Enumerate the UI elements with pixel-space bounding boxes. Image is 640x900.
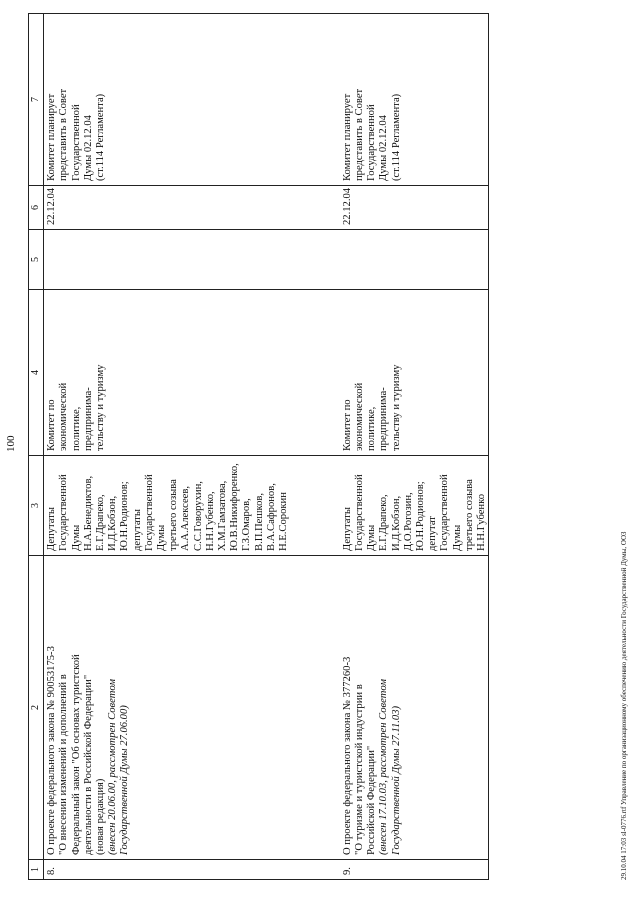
column-5-cell [340, 230, 489, 290]
date-cell: 22.12.04 [340, 186, 489, 230]
table-row [340, 14, 489, 880]
bill-description [340, 556, 489, 860]
document-footer: 29.10.04 17:03 sl-0776.rtf Управление по организационному обеспечению деятельности Государственной Думы, ООЗ [620, 531, 628, 880]
column-header: 3 [29, 456, 44, 556]
header-row [29, 14, 44, 880]
bill-authors: Депутаты Государственной Думы Е.Г.Драпеко, И.Д.Кобзон, Д.О.Рогозин, Ю.Н.Родионов; депутат Государственной Думы третьего созыва Н.Н.Губенко [340, 456, 489, 556]
responsible-committee: Комитет по экономической политике, предпринима- тельству и туризму [340, 290, 489, 456]
bill-title: О проекте федерального закона № 90053175-3 "О внесении изменений и дополнений в Федеральный закон "Об основах туристской деятельности в Российской Федерации" (новая редакция) [46, 646, 107, 855]
column-header: 4 [29, 290, 44, 456]
status-cell: Комитет планирует представить в Совет Государственной Думы 02.12.04 (ст.114 Регламента) [44, 14, 340, 186]
bill-note: (внесен 20.06.00, рассмотрен Советом Государственной Думы 27.06.00) [107, 679, 131, 855]
column-header: 5 [29, 230, 44, 290]
row-number: 9. [340, 860, 489, 880]
bill-title: О проекте федерального закона № 377260-3 "О туризме и туристской индустрии в Российской Федерации" [341, 656, 378, 855]
column-header: 1 [29, 860, 44, 880]
row-number: 8. [44, 860, 340, 880]
table-row [44, 14, 340, 880]
responsible-committee: Комитет по экономической политике, предпринима- тельству и туризму [44, 290, 340, 456]
column-header: 2 [29, 556, 44, 860]
date-cell: 22.12.04 [44, 186, 340, 230]
status-cell: Комитет планирует представить в Совет Государственной Думы 02.12.04 (ст.114 Регламента) [340, 14, 489, 186]
column-5-cell [44, 230, 340, 290]
bills-table [28, 13, 489, 880]
column-header: 6 [29, 186, 44, 230]
bill-note: (внесен 17.10.03, рассмотрен Советом Государственной Думы 27.11.03) [378, 679, 402, 855]
bill-description [44, 556, 340, 860]
column-header: 7 [29, 14, 44, 186]
bill-authors: Депутаты Государственной Думы Н.А.Бенедиктов, Е.Г.Драпеко, И.Д.Кобзон, Ю.Н.Родионов; депутаты Государственной Думы третьего созыва А.А.Алексеев, С.С.Говорухин, Н.Н.Губенко, Х.М.Гамзатова, Ю.В.Никифоренко, Г.З.Омаров, В.П.Пешков, В.А.Сафронов, Н.Е.Сорокин [44, 456, 340, 556]
page-number: 100 [5, 435, 17, 452]
